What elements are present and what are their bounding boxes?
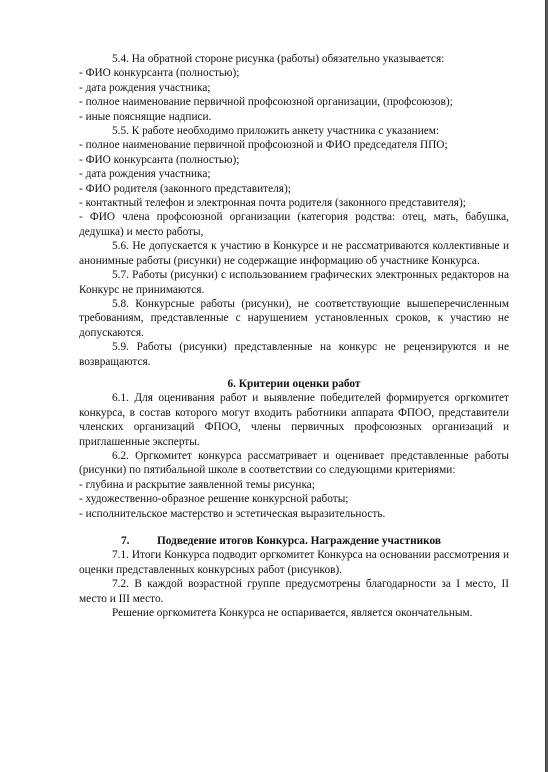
- list-item: - ФИО конкурсанта (полностью);: [79, 153, 240, 166]
- list-item: - полное наименование первичной профсоюзной организации, (профсоюзов);: [79, 96, 453, 109]
- paragraph-5-4: 5.4. На обратной стороне рисунка (работы) обязательно указывается:: [112, 53, 445, 65]
- list-item: - ФИО родителя (законного представителя);: [79, 182, 291, 195]
- paragraph-7-2: 7.2. В каждой возрастной группе предусмотрены благодарности за I место, II место и III место.: [79, 578, 509, 605]
- document-body: [79, 52, 509, 620]
- list-item: - иные пояснящие надписи.: [79, 110, 212, 123]
- paragraph-5-5: 5.5. К работе необходимо приложить анкету участника с указанием:: [112, 125, 440, 138]
- list-item: - контактный телефон и электронная почта родителя (законного представителя);: [79, 197, 466, 210]
- section-7-title: Подведение итогов Конкурса. Награждение участников: [157, 535, 441, 547]
- paragraph-5-7: 5.7. Работы (рисунки) с использованием графических электронных редакторов на Конкурс не принимаются.: [79, 269, 509, 296]
- list-item: - глубина и раскрытие заявленной темы рисунка;: [79, 478, 315, 491]
- paragraph-5-6: 5.6. Не допускается к участию в Конкурсе и не рассматриваются коллективные и анонимные работы (рисунки) не содержащие информацию об участнике Конкурса.: [79, 240, 509, 267]
- section-7-heading: [79, 534, 509, 548]
- paragraph-6-2: 6.2. Оргкомитет конкурса рассматривает и оценивает представленные работы (рисунки) по пятибальной школе в соответствии со следующими критериями:: [79, 449, 509, 477]
- paragraph-7-1: 7.1. Итоги Конкурса подводит оргкомитет Конкурса на основании рассмотрения и оценки представленных конкурсных работ (рисунков).: [79, 549, 509, 576]
- section-6-heading: 6. Критерии оценки работ: [227, 377, 361, 390]
- list-item: - художественно-образное решение конкурсной работы;: [79, 493, 349, 506]
- list-item: - ФИО конкурсанта (полностью);: [79, 67, 240, 80]
- list-item: - дата рождения участника;: [79, 81, 211, 94]
- list-item: - исполнительское мастерство и эстетическая выразительность.: [79, 507, 386, 520]
- list-item: - ФИО члена профсоюзной организации (категория родства: отец, мать, бабушка, дедушка) и место работы,: [79, 211, 509, 238]
- list-item: - дата рождения участника;: [79, 168, 211, 181]
- paragraph-5-9: 5.9. Работы (рисунки) представленные на конкурс не рецензируются и не возвращаются.: [79, 341, 509, 368]
- paragraph-6-1: 6.1. Для оценивания работ и выявление победителей формируется оргкомитет конкурса, в состав которого могут входить работники аппарата ФПОО, представители членских организаций ФПОО, члены первичных профсоюзных организаций и приглашенные эксперты.: [79, 392, 509, 448]
- paragraph-7-3: Решение оргкомитета Конкурса не оспаривается, является окончательным.: [112, 607, 473, 620]
- section-7-number: 7.: [121, 535, 130, 547]
- paragraph-5-8: 5.8. Конкурсные работы (рисунки), не соответствующие вышеперечисленным требованиям, представленные с нарушением установленных сроков, к участию не допускаются.: [79, 297, 509, 339]
- list-item: - полное наименование первичной профсоюзной и ФИО председателя ППО;: [79, 139, 448, 152]
